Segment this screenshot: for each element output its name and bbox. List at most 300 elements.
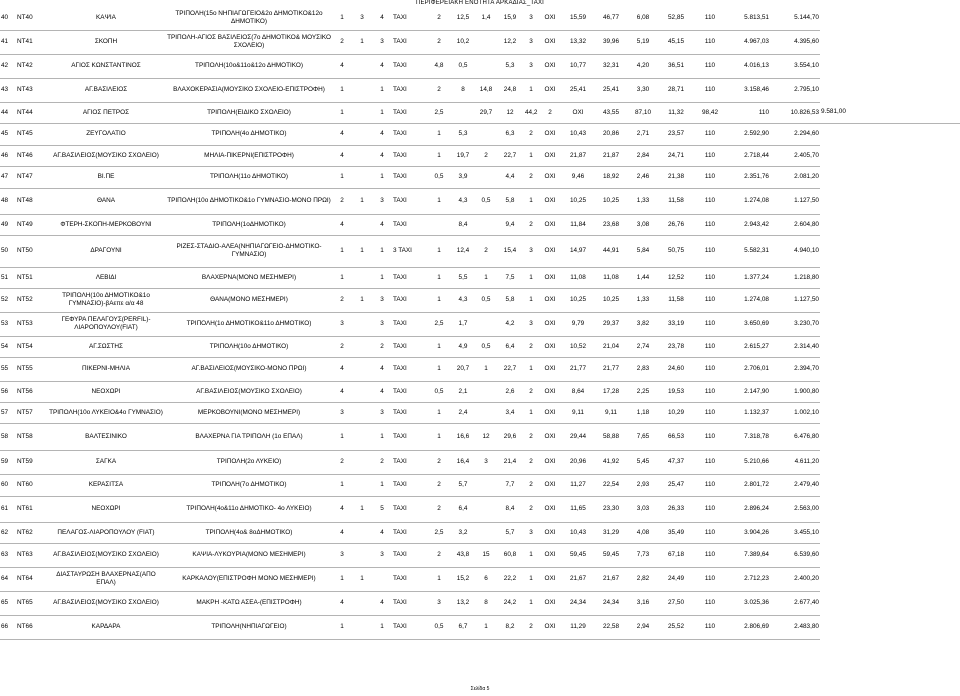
cell-cost-per-trip: 14,97 [562,235,594,267]
table-row [0,214,960,235]
cell-students-b [352,402,372,423]
cell-days: 110 [694,567,726,591]
cell-row-number: 66 [0,615,16,639]
cell-annual-base: 1.002,10 [770,402,820,423]
cell-vat: 7,65 [628,423,658,450]
cell-daily-total: 45,15 [658,30,694,54]
cell-students-b: 3 [352,6,372,30]
cell-vat: 1,18 [628,402,658,423]
cell-daily-cost: 41,92 [594,450,628,474]
cell-annual-base: 2.405,70 [770,145,820,166]
table-row [0,474,960,496]
table-row [0,543,960,567]
cell-daily-total: 52,85 [658,6,694,30]
cell-destination: ΒΛΑΧΕΡΝΑ(ΜΟΝΟ ΜΕΣΗΜΕΡΙ) [166,267,332,288]
cell-route-code: NT61 [16,496,46,522]
cell-daily-total: 50,75 [658,235,694,267]
cell-destination: ΤΡΙΠΟΛΗ-ΑΓΙΟΣ ΒΑΣΙΛΕΙΟΣ(7ο ΔΗΜΟΤΙΚΟ& ΜΟΥΣΙΚΟ ΣΧΟΛΕΙΟ) [166,30,332,54]
table-row [0,145,960,166]
cell-daily-cost: 21,04 [594,336,628,357]
cell-km-b: 16,6 [450,423,476,450]
cell-km-a: 1 [428,267,450,288]
cell-trips: 3 [524,312,538,336]
cell-students-b [352,423,372,450]
cell-row-number: 53 [0,312,16,336]
cell-escort: ΟΧΙ [538,78,562,102]
cell-cost-per-trip: 13,32 [562,30,594,54]
cell-escort: ΟΧΙ [538,381,562,402]
cell-trips: 1 [524,591,538,615]
cell-km-c: 1 [476,615,496,639]
cell-daily-total: 11,58 [658,288,694,312]
cell-km-b: 15,2 [450,567,476,591]
cell-row-number: 59 [0,450,16,474]
cell-km-b: 3,2 [450,522,476,543]
cell-km-c: 1 [476,357,496,381]
cell-route-code: NT53 [16,312,46,336]
cell-km-b: 12,4 [450,235,476,267]
cell-trips: 2 [524,615,538,639]
cell-origin: ΝΕΟΧΩΡΙ [46,381,166,402]
cell-trips: 1 [524,188,538,214]
cell-destination: ΤΡΙΠΟΛΗ(ΝΗΠΙΑΓΩΓΕΙΟ) [166,615,332,639]
cell-km-total: 6,4 [496,336,524,357]
cell-students-a: 1 [332,474,352,496]
cell-row-number: 46 [0,145,16,166]
cell-daily-total: 26,33 [658,496,694,522]
cell-route-code: NT52 [16,288,46,312]
cell-km-a: 2 [428,6,450,30]
cell-days: 98,42 [694,102,726,123]
cell-annual-base: 2.677,40 [770,591,820,615]
cell-destination: ΤΡΙΠΟΛΗ(1οΔΗΜΟΤΙΚΟ) [166,214,332,235]
cell-students-total [372,567,392,591]
cell-vat: 3,82 [628,312,658,336]
cell-trips: 2 [524,496,538,522]
cell-km-c [476,30,496,54]
cell-km-b: 3,9 [450,166,476,188]
cell-km-c: 6 [476,567,496,591]
cell-row-number: 54 [0,336,16,357]
cell-km-b: 16,4 [450,450,476,474]
cell-students-a: 2 [332,450,352,474]
cell-km-total: 8,2 [496,615,524,639]
cell-destination: ΤΡΙΠΟΛΗ(1ο ΔΗΜΟΤΙΚΟ&11ο ΔΗΜΟΤΙΚΟ) [166,312,332,336]
cell-cost-per-trip: 21,87 [562,145,594,166]
cell-vat: 2,84 [628,145,658,166]
cell-route-code: NT65 [16,591,46,615]
cell-km-total: 7,7 [496,474,524,496]
cell-km-c [476,474,496,496]
cell-escort: ΟΧΙ [538,357,562,381]
cell-daily-cost: 23,68 [594,214,628,235]
cell-students-b [352,615,372,639]
cell-km-a: 1 [428,145,450,166]
cell-route-code: NT40 [16,6,46,30]
cell-annual-base: 2.394,70 [770,357,820,381]
cell-destination: ΤΡΙΠΟΛΗ(10ο&11ο&12ο ΔΗΜΟΤΙΚΟ) [166,54,332,78]
cell-escort: 2 [538,102,562,123]
cell-vat: 1,33 [628,288,658,312]
cell-annual-cost: 5.813,51 [726,6,770,30]
cell-origin: ΝΕΟΧΩΡΙ [46,496,166,522]
cell-students-a: 3 [332,312,352,336]
cell-km-c: 1 [476,267,496,288]
cell-days: 110 [694,591,726,615]
cell-students-total: 1 [372,166,392,188]
cell-cost-per-trip: 8,64 [562,381,594,402]
cell-students-a: 2 [332,30,352,54]
cell-km-b: 4,3 [450,288,476,312]
cell-km-total: 12,2 [496,30,524,54]
cell-cost-per-trip: 21,77 [562,357,594,381]
cell-students-total: 4 [372,591,392,615]
cell-vat: 2,74 [628,336,658,357]
cell-origin: ΣΑΓΚΑ [46,450,166,474]
cell-route-code: NT47 [16,166,46,188]
cell-origin: ΠΙΚΕΡΝΙ-ΜΗΛΙΑ [46,357,166,381]
cell-route-code: NT41 [16,30,46,54]
cell-students-b [352,336,372,357]
cell-students-b [352,381,372,402]
cell-students-b [352,522,372,543]
cell-km-c [476,496,496,522]
cell-escort: ΟΧΙ [538,567,562,591]
cell-students-total: 1 [372,474,392,496]
cell-escort: ΟΧΙ [538,402,562,423]
cell-daily-cost: 11,08 [594,267,628,288]
cell-destination: ΤΡΙΠΟΛΗ(7ο ΔΗΜΟΤΙΚΟ) [166,474,332,496]
cell-cost-per-trip: 10,25 [562,188,594,214]
cell-cost-per-trip: 10,25 [562,288,594,312]
cell-escort: ΟΧΙ [538,496,562,522]
cell-annual-base: 6.476,80 [770,423,820,450]
cell-students-b [352,78,372,102]
cell-students-b [352,102,372,123]
cell-trips: 3 [524,235,538,267]
table-row [0,615,960,639]
cell-km-a: 1 [428,188,450,214]
cell-row-number: 44 [0,102,16,123]
cell-daily-cost: 20,86 [594,123,628,145]
cell-km-c [476,123,496,145]
cell-annual-cost: 2.592,90 [726,123,770,145]
cell-origin: ΔΡΑΓΟΥΝΙ [46,235,166,267]
cell-route-code: NT44 [16,102,46,123]
cell-km-a: 2 [428,78,450,102]
cell-vehicle-type: ΤΑΧΙ [392,567,428,591]
cell-vat: 5,84 [628,235,658,267]
cell-escort: ΟΧΙ [538,235,562,267]
cell-students-total: 4 [372,381,392,402]
cell-km-a: 1 [428,235,450,267]
cell-row-number: 63 [0,543,16,567]
cell-students-b: 1 [352,567,372,591]
cell-route-code: NT49 [16,214,46,235]
cell-km-c [476,402,496,423]
cell-days: 110 [694,312,726,336]
cell-students-b [352,450,372,474]
cell-daily-cost: 24,34 [594,591,628,615]
cell-km-a: 1 [428,423,450,450]
cell-annual-cost: 7.318,78 [726,423,770,450]
table-row [0,522,960,543]
cell-km-total: 15,4 [496,235,524,267]
cell-cost-per-trip: ΟΧΙ [562,102,594,123]
cell-students-a: 4 [332,357,352,381]
cell-cost-per-trip: 11,84 [562,214,594,235]
cell-annual-cost: 1.274,08 [726,188,770,214]
cell-annual-cost: 4.967,03 [726,30,770,54]
cell-km-a: 1 [428,357,450,381]
cell-daily-cost: 18,92 [594,166,628,188]
cell-destination: ΜΗΛΙΑ-ΠΙΚΕΡΝΙ(ΕΠΙΣΤΡΟΦΗ) [166,145,332,166]
cell-route-code: NT43 [16,78,46,102]
cell-km-c [476,312,496,336]
cell-daily-total: 33,19 [658,312,694,336]
cell-vat: 2,71 [628,123,658,145]
cell-annual-cost: 2.147,90 [726,381,770,402]
cell-km-c: 1,4 [476,6,496,30]
cell-destination: ΑΓ.ΒΑΣΙΛΕΙΟΣ(ΜΟΥΣΙΚΟ-ΜΟΝΟ ΠΡΩΙ) [166,357,332,381]
cell-km-total: 22,2 [496,567,524,591]
cell-km-total: 21,4 [496,450,524,474]
cell-route-code: NT64 [16,567,46,591]
cell-destination: ΤΡΙΠΟΛΗ(4ο&11ο ΔΗΜΟΤΙΚΟ- 4ο ΛΥΚΕΙΟ) [166,496,332,522]
routes-table [0,6,960,640]
cell-trips: 1 [524,78,538,102]
cell-cost-per-trip: 21,67 [562,567,594,591]
cell-annual-cost: 2.896,24 [726,496,770,522]
cell-trips: 2 [524,123,538,145]
cell-trips: 3 [524,522,538,543]
cell-daily-cost: 21,87 [594,145,628,166]
cell-vehicle-type: ΤΑΧΙ [392,357,428,381]
cell-students-b: 1 [352,496,372,522]
cell-daily-cost: 22,54 [594,474,628,496]
cell-vat: 3,08 [628,214,658,235]
cell-vehicle-type: ΤΑΧΙ [392,615,428,639]
cell-students-a: 1 [332,567,352,591]
cell-days: 110 [694,214,726,235]
cell-route-code: NT54 [16,336,46,357]
cell-students-b [352,474,372,496]
cell-annual-base: 2.294,60 [770,123,820,145]
cell-days: 110 [694,450,726,474]
cell-annual-base: 2.604,80 [770,214,820,235]
cell-row-number: 60 [0,474,16,496]
cell-vat: 7,73 [628,543,658,567]
cell-days: 110 [694,381,726,402]
cell-annual-cost: 2.801,72 [726,474,770,496]
cell-students-total: 2 [372,450,392,474]
cell-daily-cost: 25,41 [594,78,628,102]
cell-vehicle-type: ΤΑΧΙ [392,267,428,288]
cell-cost-per-trip: 11,29 [562,615,594,639]
cell-days: 110 [694,145,726,166]
cell-vat: 2,93 [628,474,658,496]
cell-km-a [428,214,450,235]
cell-destination: ΤΡΙΠΟΛΗ(10ο ΔΗΜΟΤΙΚΟ&1ο ΓΥΜΝΑΣΙΟ-ΜΟΝΟ ΠΡΩΙ) [166,188,332,214]
cell-route-code: NT42 [16,54,46,78]
cell-trips: 1 [524,288,538,312]
cell-vehicle-type: ΤΑΧΙ [392,188,428,214]
cell-students-a: 3 [332,402,352,423]
cell-km-c: 0,5 [476,288,496,312]
cell-destination: ΘΑΝΑ(ΜΟΝΟ ΜΕΣΗΜΕΡΙ) [166,288,332,312]
cell-row-number: 51 [0,267,16,288]
cell-annual-cost: 5.210,66 [726,450,770,474]
table-row [0,288,960,312]
cell-cost-per-trip: 11,08 [562,267,594,288]
cell-destination: ΤΡΙΠΟΛΗ(11ο ΔΗΜΟΤΙΚΟ) [166,166,332,188]
cell-row-number: 62 [0,522,16,543]
cell-km-c: 2 [476,235,496,267]
cell-destination: ΤΡΙΠΟΛΗ(10ο ΔΗΜΟΤΙΚΟ) [166,336,332,357]
cell-vehicle-type: ΤΑΧΙ [392,288,428,312]
cell-days: 110 [694,496,726,522]
cell-students-b: 1 [352,288,372,312]
cell-destination: ΤΡΙΠΟΛΗ(15ο ΝΗΠΙΑΓΩΓΕΙΟ&2ο ΔΗΜΟΤΙΚΟ&12ο ΔΗΜΟΤΙΚΟ) [166,6,332,30]
cell-km-a: 1 [428,567,450,591]
cell-students-b [352,166,372,188]
cell-trips: 2 [524,214,538,235]
cell-vehicle-type: ΤΑΧΙ [392,496,428,522]
cell-vehicle-type: ΤΑΧΙ [392,214,428,235]
cell-annual-cost: 2.706,01 [726,357,770,381]
cell-km-b: 6,7 [450,615,476,639]
cell-students-total: 1 [372,235,392,267]
cell-km-c: 2 [476,145,496,166]
cell-days: 110 [694,188,726,214]
table-row [0,591,960,615]
cell-km-total: 7,5 [496,267,524,288]
table-row [0,423,960,450]
cell-destination: ΑΓ.ΒΑΣΙΛΕΙΟΣ(ΜΟΥΣΙΚΟ ΣΧΟΛΕΙΟ) [166,381,332,402]
cell-km-total: 3,4 [496,402,524,423]
cell-students-a: 1 [332,102,352,123]
cell-origin: ΘΑΝΑ [46,188,166,214]
cell-daily-total: 35,49 [658,522,694,543]
cell-daily-cost: 21,77 [594,357,628,381]
cell-days: 110 [694,54,726,78]
cell-annual-cost: 5.582,31 [726,235,770,267]
cell-annual-base: 3.554,10 [770,54,820,78]
cell-km-c: 0,5 [476,336,496,357]
cell-students-b [352,214,372,235]
cell-cost-per-trip: 10,77 [562,54,594,78]
cell-km-total: 22,7 [496,357,524,381]
cell-annual-base: 2.314,40 [770,336,820,357]
cell-annual-cost: 110 [726,102,770,123]
cell-daily-total: 23,57 [658,123,694,145]
cell-destination: ΜΑΚΡΗ -ΚΑΤΩ ΑΣΕΑ-(ΕΠΙΣΤΡΟΦΗ) [166,591,332,615]
cell-vat: 87,10 [628,102,658,123]
cell-daily-total: 24,71 [658,145,694,166]
cell-origin: ΒΑΛΤΕΣΙΝΙΚΟ [46,423,166,450]
cell-route-code: NT66 [16,615,46,639]
cell-days: 110 [694,522,726,543]
cell-trips: 3 [524,54,538,78]
cell-students-a: 4 [332,522,352,543]
cell-daily-cost: 31,29 [594,522,628,543]
cell-students-total: 4 [372,6,392,30]
cell-vehicle-type: ΤΑΧΙ [392,543,428,567]
cell-annual-cost: 3.025,36 [726,591,770,615]
cell-cost-per-trip: 10,52 [562,336,594,357]
cell-daily-total: 26,76 [658,214,694,235]
cell-students-total: 1 [372,102,392,123]
cell-km-a: 2,5 [428,312,450,336]
cell-students-total: 1 [372,423,392,450]
cell-km-b: 8 [450,78,476,102]
cell-escort: ΟΧΙ [538,615,562,639]
cell-days: 110 [694,288,726,312]
cell-undefined: 9.581,00 [820,102,960,123]
cell-students-a: 4 [332,123,352,145]
cell-origin: ΑΓ.ΒΑΣΙΛΕΙΟΣ [46,78,166,102]
cell-destination: ΤΡΙΠΟΛΗ(4ο ΔΗΜΟΤΙΚΟ) [166,123,332,145]
cell-students-a: 4 [332,381,352,402]
cell-days: 110 [694,543,726,567]
cell-annual-base: 2.479,40 [770,474,820,496]
cell-annual-base: 4.940,10 [770,235,820,267]
cell-origin: ΚΕΡΑΣΙΤΣΑ [46,474,166,496]
cell-km-total: 24,2 [496,591,524,615]
cell-students-b: 1 [352,235,372,267]
cell-vehicle-type: ΤΑΧΙ [392,145,428,166]
cell-origin: ΤΡΙΠΟΛΗ(10ο ΛΥΚΕΙΟ&4ο ΓΥΜΝΑΣΙΟ) [46,402,166,423]
cell-escort: ΟΧΙ [538,145,562,166]
cell-students-b [352,145,372,166]
cell-km-b: 4,3 [450,188,476,214]
cell-students-total: 5 [372,496,392,522]
cell-annual-base: 3.455,10 [770,522,820,543]
cell-km-a: 2,5 [428,522,450,543]
table-row [0,78,960,102]
cell-days: 110 [694,78,726,102]
cell-students-a: 4 [332,54,352,78]
cell-vat: 3,16 [628,591,658,615]
cell-trips: 2 [524,336,538,357]
cell-km-b: 5,7 [450,474,476,496]
cell-annual-base: 1.218,80 [770,267,820,288]
cell-escort: ΟΧΙ [538,312,562,336]
cell-escort: ΟΧΙ [538,336,562,357]
cell-cost-per-trip: 11,65 [562,496,594,522]
cell-daily-total: 27,50 [658,591,694,615]
cell-days: 110 [694,235,726,267]
cell-annual-base: 2.400,20 [770,567,820,591]
cell-daily-cost: 22,58 [594,615,628,639]
cell-vehicle-type: ΤΑΧΙ [392,450,428,474]
cell-vehicle-type: ΤΑΧΙ [392,402,428,423]
cell-daily-total: 11,58 [658,188,694,214]
cell-km-total: 24,8 [496,78,524,102]
cell-vat: 2,25 [628,381,658,402]
cell-row-number: 50 [0,235,16,267]
cell-vat: 6,08 [628,6,658,30]
cell-annual-cost: 2.806,69 [726,615,770,639]
cell-vehicle-type: ΤΑΧΙ [392,423,428,450]
cell-escort: ΟΧΙ [538,6,562,30]
cell-cost-per-trip: 20,96 [562,450,594,474]
cell-vehicle-type: ΤΑΧΙ [392,381,428,402]
cell-escort: ΟΧΙ [538,166,562,188]
cell-trips: 1 [524,267,538,288]
cell-vat: 2,46 [628,166,658,188]
cell-escort: ΟΧΙ [538,543,562,567]
